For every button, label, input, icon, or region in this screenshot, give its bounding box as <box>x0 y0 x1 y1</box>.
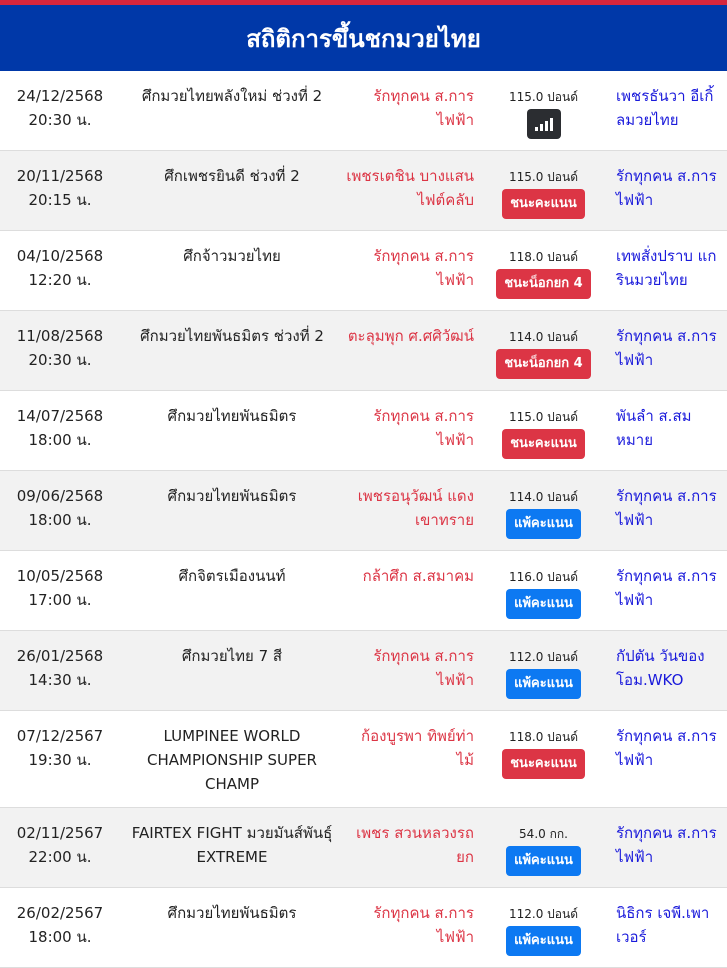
result-badge: แพ้คะแนน <box>506 846 581 876</box>
result-cell <box>474 711 613 807</box>
fight-date: 26/02/2567 <box>16 904 104 922</box>
event-name: ศึกเพชรยินดี ช่วงที่ 2 <box>164 167 300 185</box>
result-cell <box>474 551 613 630</box>
fight-time: 20:15 น. <box>28 191 92 209</box>
event-name: ศึกมวยไทย 7 สี <box>181 647 283 665</box>
blue-corner-fighter[interactable]: นิธิกร เจพี.เพาเวอร์ <box>616 904 710 946</box>
page-title: สถิติการขึ้นชกมวยไทย <box>246 24 481 53</box>
weight-class: 114.0 ปอนด์ <box>509 490 578 504</box>
event-name: LUMPINEE WORLD CHAMPIONSHIP SUPER CHAMP <box>147 727 317 793</box>
weight-class: 115.0 ปอนด์ <box>509 90 578 104</box>
fight-date: 24/12/2568 <box>16 87 104 105</box>
fight-time: 20:30 น. <box>28 351 92 369</box>
red-corner-fighter[interactable]: เพชร สวนหลวงรถยก <box>356 824 474 866</box>
event-name: ศึกมวยไทยพันธมิตร <box>167 904 297 922</box>
fight-time: 14:30 น. <box>28 671 92 689</box>
red-corner-fighter[interactable]: ตะลุมพุก ศ.ศศิวัฒน์ <box>347 327 474 345</box>
fight-row <box>0 151 727 231</box>
fight-row <box>0 391 727 471</box>
fight-date-cell <box>0 471 120 550</box>
fight-row <box>0 888 727 968</box>
event-name: ศึกมวยไทยพันธมิตร <box>167 487 297 505</box>
weight-class: 112.0 ปอนด์ <box>509 907 578 921</box>
weight-class: 115.0 ปอนด์ <box>509 410 578 424</box>
weight-class: 54.0 กก. <box>519 827 568 841</box>
red-corner-fighter[interactable]: รักทุกคน ส.การไฟฟ้า <box>373 647 474 689</box>
page-header <box>0 5 727 71</box>
blue-corner-fighter[interactable]: รักทุกคน ส.การไฟฟ้า <box>616 567 717 609</box>
fight-date-cell <box>0 391 120 470</box>
red-corner-fighter[interactable]: รักทุกคน ส.การไฟฟ้า <box>373 407 474 449</box>
fight-date-cell <box>0 71 120 150</box>
fight-time: 22:00 น. <box>28 848 92 866</box>
event-name: ศึกจ้าวมวยไทย <box>183 247 281 265</box>
blue-corner-fighter[interactable]: เทพสั่งปราบ แกรินมวยไทย <box>616 247 717 289</box>
fight-record-list <box>0 71 727 968</box>
fight-date: 04/10/2568 <box>16 247 104 265</box>
blue-corner-fighter[interactable]: รักทุกคน ส.การไฟฟ้า <box>616 327 717 369</box>
red-corner-fighter[interactable]: รักทุกคน ส.การไฟฟ้า <box>373 247 474 289</box>
result-badge: แพ้คะแนน <box>506 509 581 539</box>
fight-date: 07/12/2567 <box>16 727 104 745</box>
result-badge: แพ้คะแนน <box>506 926 581 956</box>
fight-date: 14/07/2568 <box>16 407 104 425</box>
fight-row <box>0 631 727 711</box>
result-badge: ชนะคะแนน <box>502 749 585 779</box>
red-corner-fighter[interactable]: รักทุกคน ส.การไฟฟ้า <box>373 87 474 129</box>
result-cell <box>474 471 613 550</box>
blue-corner-fighter[interactable]: เพชรธันวา อีเกิ้ลมวยไทย <box>616 87 714 129</box>
result-badge: แพ้คะแนน <box>506 669 581 699</box>
fight-time: 18:00 น. <box>28 928 92 946</box>
fight-date: 11/08/2568 <box>16 327 104 345</box>
red-corner-fighter[interactable]: เพชรอนุวัฒน์ แดงเขาทราย <box>357 487 474 529</box>
fight-row <box>0 711 727 808</box>
fight-date-cell <box>0 631 120 710</box>
fight-date-cell <box>0 711 120 807</box>
red-corner-fighter[interactable]: กล้าศึก ส.สมาคม <box>362 567 474 585</box>
weight-class: 115.0 ปอนด์ <box>509 170 578 184</box>
fight-time: 17:00 น. <box>28 591 92 609</box>
fight-date-cell <box>0 151 120 230</box>
event-name: ศึกมวยไทยพันธมิตร ช่วงที่ 2 <box>140 327 324 345</box>
weight-class: 114.0 ปอนด์ <box>509 330 578 344</box>
result-badge: แพ้คะแนน <box>506 589 581 619</box>
result-cell <box>474 808 613 887</box>
red-corner-fighter[interactable]: ก้องบูรพา ทิพย์ท่าไม้ <box>361 727 474 769</box>
blue-corner-fighter[interactable]: พันลำ ส.สมหมาย <box>616 407 692 449</box>
red-corner-fighter[interactable]: รักทุกคน ส.การไฟฟ้า <box>373 904 474 946</box>
result-badge: ชนะคะแนน <box>502 429 585 459</box>
bar-chart-icon[interactable] <box>527 109 561 139</box>
result-cell <box>474 151 613 230</box>
event-name: ศึกมวยไทยพันธมิตร <box>167 407 297 425</box>
blue-corner-fighter[interactable]: รักทุกคน ส.การไฟฟ้า <box>616 727 717 769</box>
fight-row <box>0 311 727 391</box>
result-badge: ชนะน็อกยก 4 <box>496 269 590 299</box>
weight-class: 118.0 ปอนด์ <box>509 250 578 264</box>
fight-time: 18:00 น. <box>28 511 92 529</box>
result-cell <box>474 888 613 967</box>
fight-date-cell <box>0 231 120 310</box>
blue-corner-fighter[interactable]: รักทุกคน ส.การไฟฟ้า <box>616 824 717 866</box>
fight-date: 10/05/2568 <box>16 567 104 585</box>
blue-corner-fighter[interactable]: รักทุกคน ส.การไฟฟ้า <box>616 487 717 529</box>
fight-date: 09/06/2568 <box>16 487 104 505</box>
event-name: FAIRTEX FIGHT มวยมันส์พันธุ์ EXTREME <box>131 824 333 866</box>
result-cell <box>474 71 613 150</box>
fight-date-cell <box>0 888 120 967</box>
fight-date-cell <box>0 808 120 887</box>
fight-date: 20/11/2568 <box>16 167 104 185</box>
result-cell <box>474 311 613 390</box>
fight-time: 18:00 น. <box>28 431 92 449</box>
result-badge: ชนะน็อกยก 4 <box>496 349 590 379</box>
fight-time: 20:30 น. <box>28 111 92 129</box>
weight-class: 112.0 ปอนด์ <box>509 650 578 664</box>
fight-row <box>0 808 727 888</box>
red-corner-fighter[interactable]: เพชรเตชิน บางแสนไฟต์คลับ <box>346 167 474 209</box>
result-cell <box>474 631 613 710</box>
blue-corner-fighter[interactable]: กัปตัน วันของโอม.WKO <box>616 647 705 689</box>
fight-date-cell <box>0 551 120 630</box>
fight-row <box>0 231 727 311</box>
fight-time: 19:30 น. <box>28 751 92 769</box>
event-name: ศึกมวยไทยพลังใหม่ ช่วงที่ 2 <box>141 87 323 105</box>
fight-row <box>0 71 727 151</box>
fight-date-cell <box>0 311 120 390</box>
fight-row <box>0 551 727 631</box>
result-cell <box>474 231 613 310</box>
result-badge: ชนะคะแนน <box>502 189 585 219</box>
event-name: ศึกจิตรเมืองนนท์ <box>178 567 286 585</box>
blue-corner-fighter[interactable]: รักทุกคน ส.การไฟฟ้า <box>616 167 717 209</box>
weight-class: 116.0 ปอนด์ <box>509 570 578 584</box>
fight-row <box>0 471 727 551</box>
result-cell <box>474 391 613 470</box>
fight-time: 12:20 น. <box>28 271 92 289</box>
weight-class: 118.0 ปอนด์ <box>509 730 578 744</box>
fight-date: 26/01/2568 <box>16 647 104 665</box>
fight-date: 02/11/2567 <box>16 824 104 842</box>
